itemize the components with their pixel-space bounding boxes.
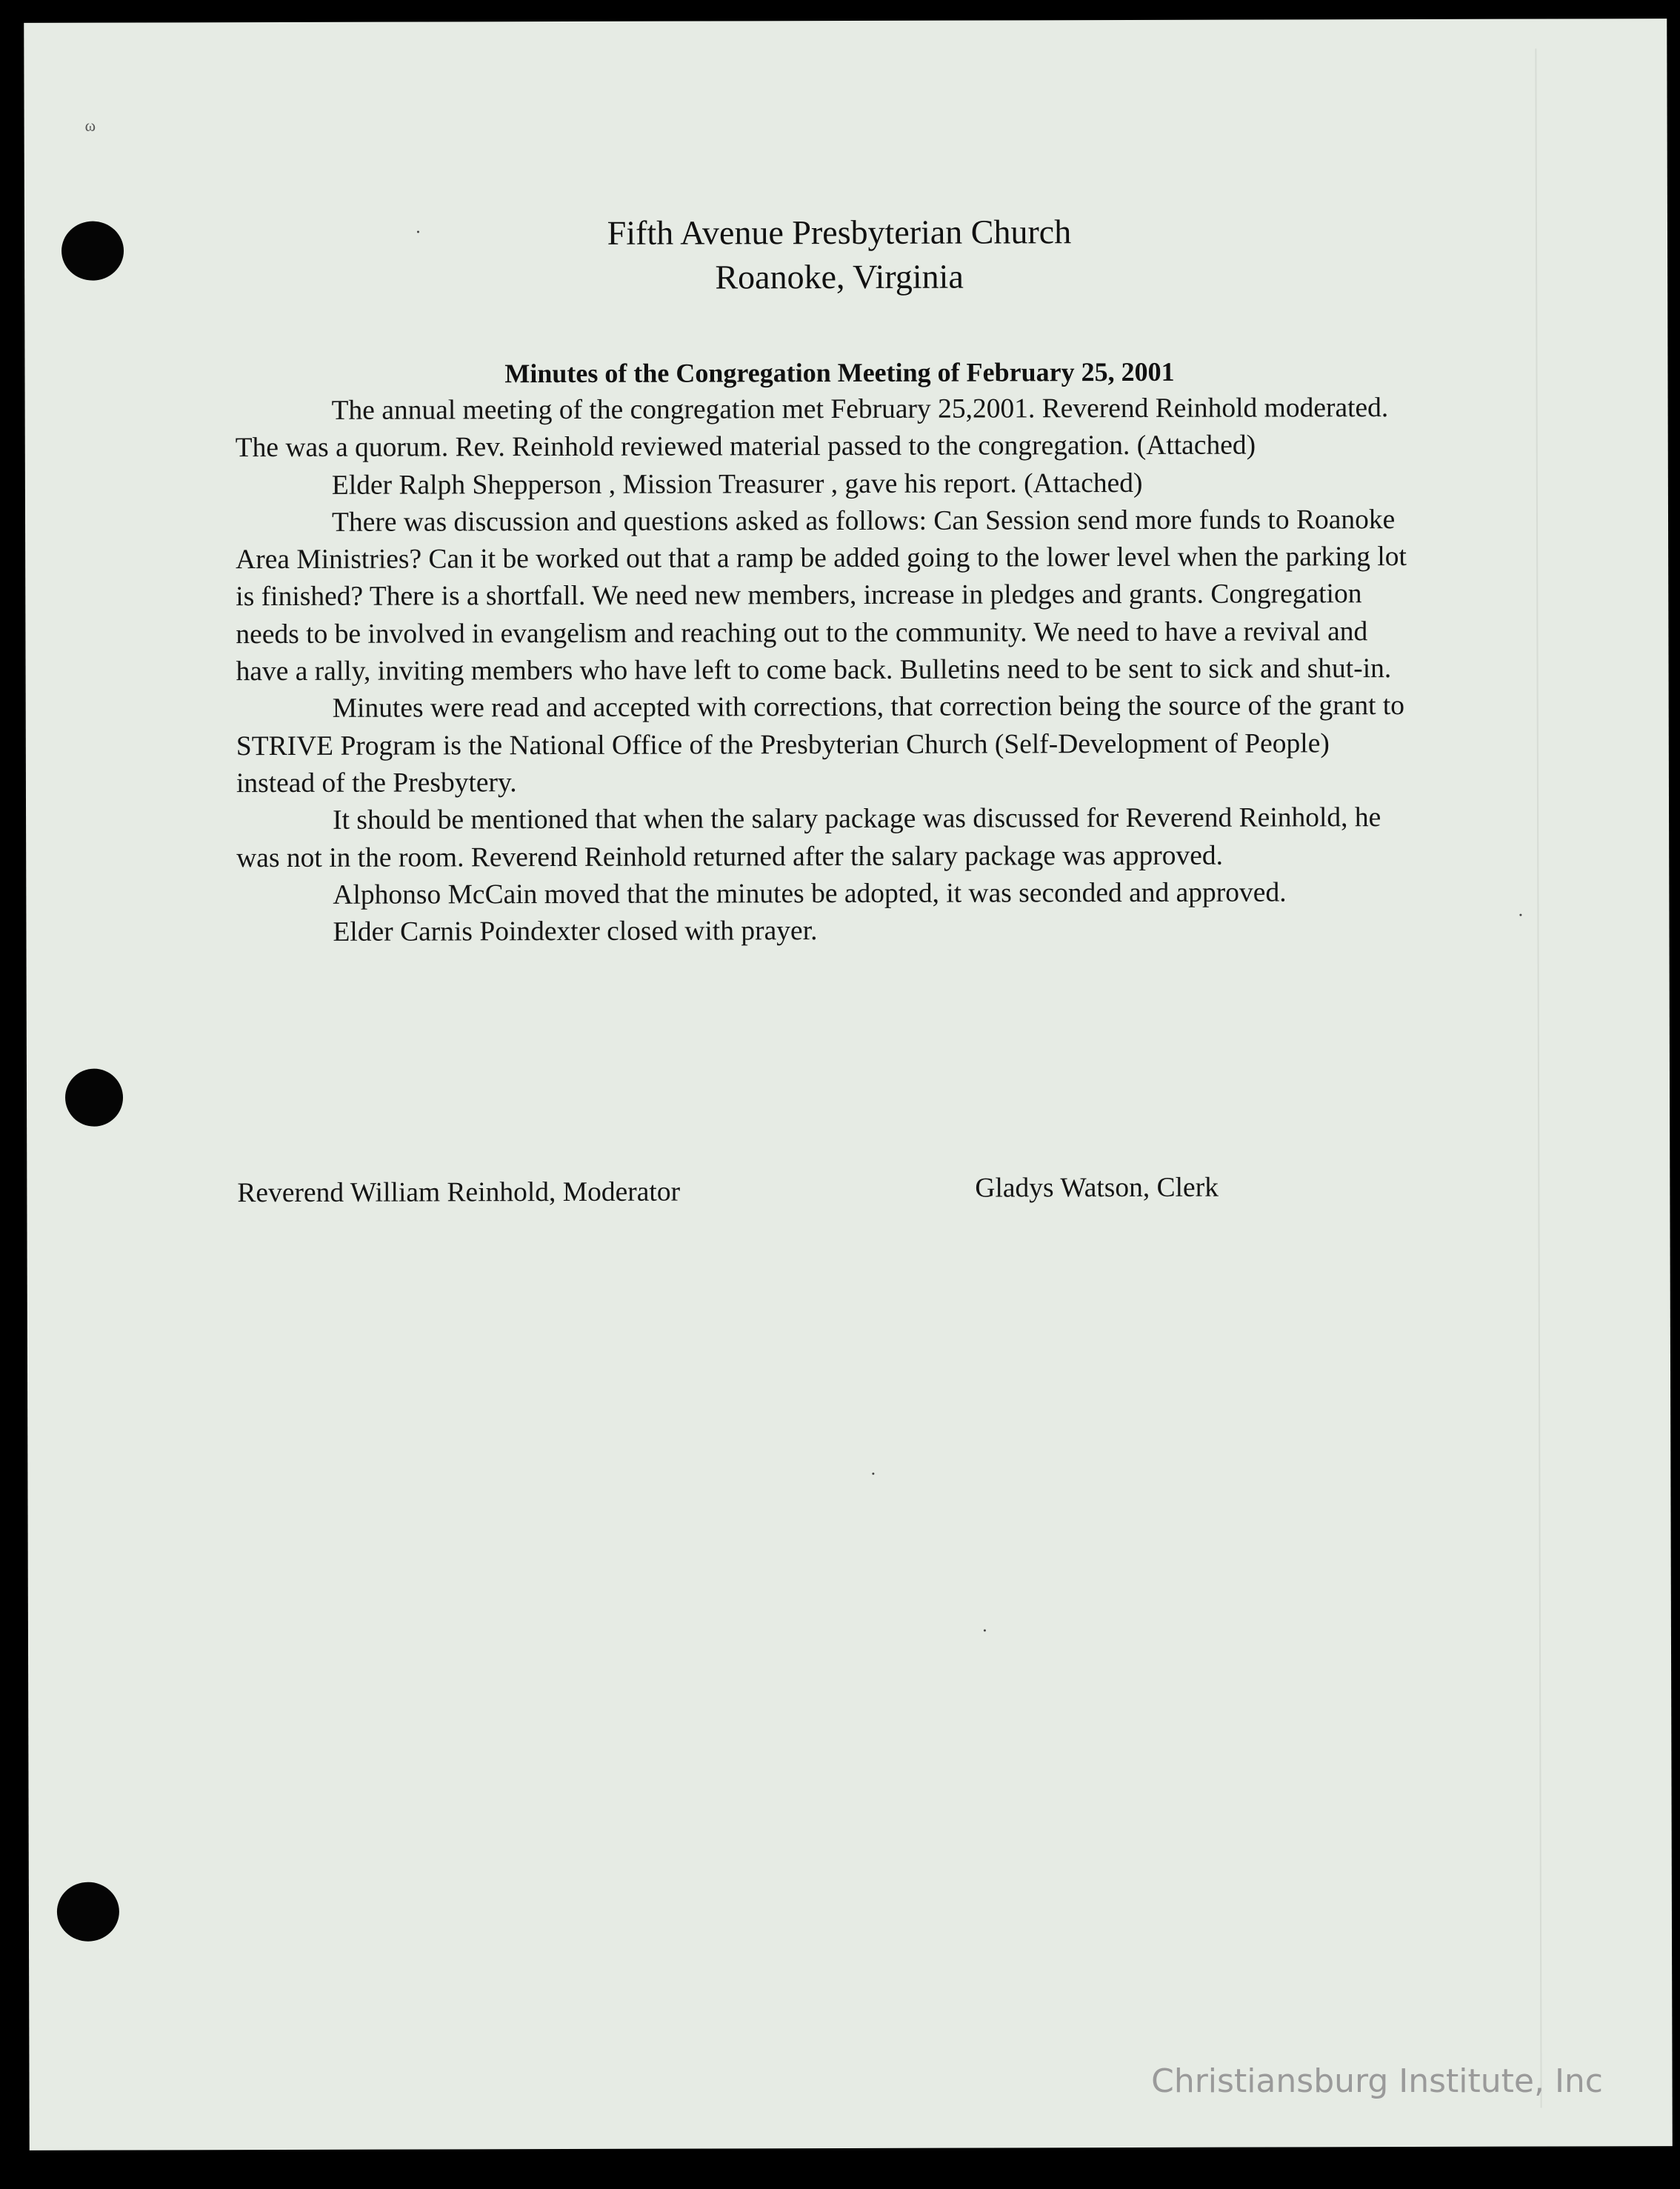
minutes-body [236,390,1415,952]
church-name: Fifth Avenue Presbyterian Church [607,213,1072,252]
paper-speck [1519,914,1521,916]
punch-hole-middle [65,1069,123,1127]
punch-hole-bottom [57,1882,119,1942]
paper-speck [417,231,419,233]
paragraph-discussion: There was discussion and questions asked as follows: Can Session send more funds to Roanoke Area Ministries? Can it be worked out that a ramp be added going to the lower level when the parking lot is finished? There is a shortfall. We need new members, increase in pledges and grants. Congregation needs to be involved in evangelism and reaching out to the community. We need to have a revival and have a rally, inviting members who have left to come back. Bulletins need to be sent to sick and shut-in. [236,504,1407,687]
paper-speck [872,1473,874,1475]
paper-speck [984,1630,986,1632]
church-header [543,210,1136,300]
document-page [24,19,1673,2150]
paragraph-salary-package: It should be mentioned that when the salary package was discussed for Reverend Reinhold, he was not in the room. Reverend Reinhold returned after the salary package was approved. [236,802,1381,873]
punch-hole-top [61,221,124,281]
clerk-signature: Gladys Watson, Clerk [975,1172,1219,1204]
paragraph-treasurer-report: Elder Ralph Shepperson , Mission Treasurer , gave his report. (Attached) [331,467,1143,501]
moderator-signature: Reverend William Reinhold, Moderator [237,1176,681,1209]
pencil-mark: ω [84,116,96,135]
church-location: Roanoke, Virginia [715,257,964,296]
page-crease [1535,49,1541,2108]
archive-watermark: Christiansburg Institute, Inc [1151,2062,1603,2100]
paragraph-corrections: Minutes were read and accepted with corrections, that correction being the source of the grant to STRIVE Program is the National Office of the Presbyterian Church (Self-Development of People) instead of the Presbytery. [236,690,1405,799]
paragraph-adoption: Alphonso McCain moved that the minutes be adopted, it was seconded and approved. [333,877,1287,910]
minutes-title: Minutes of the Congregation Meeting of February 25, 2001 [504,356,1175,389]
paragraph-closing-prayer: Elder Carnis Poindexter closed with prayer. [333,916,818,947]
signature-block [237,1172,1422,1209]
paragraph-annual-meeting: The annual meeting of the congregation met February 25,2001. Reverend Reinhold moderated. The was a quorum. Rev. Reinhold reviewed material passed to the congregation. (Attached) [235,393,1389,464]
